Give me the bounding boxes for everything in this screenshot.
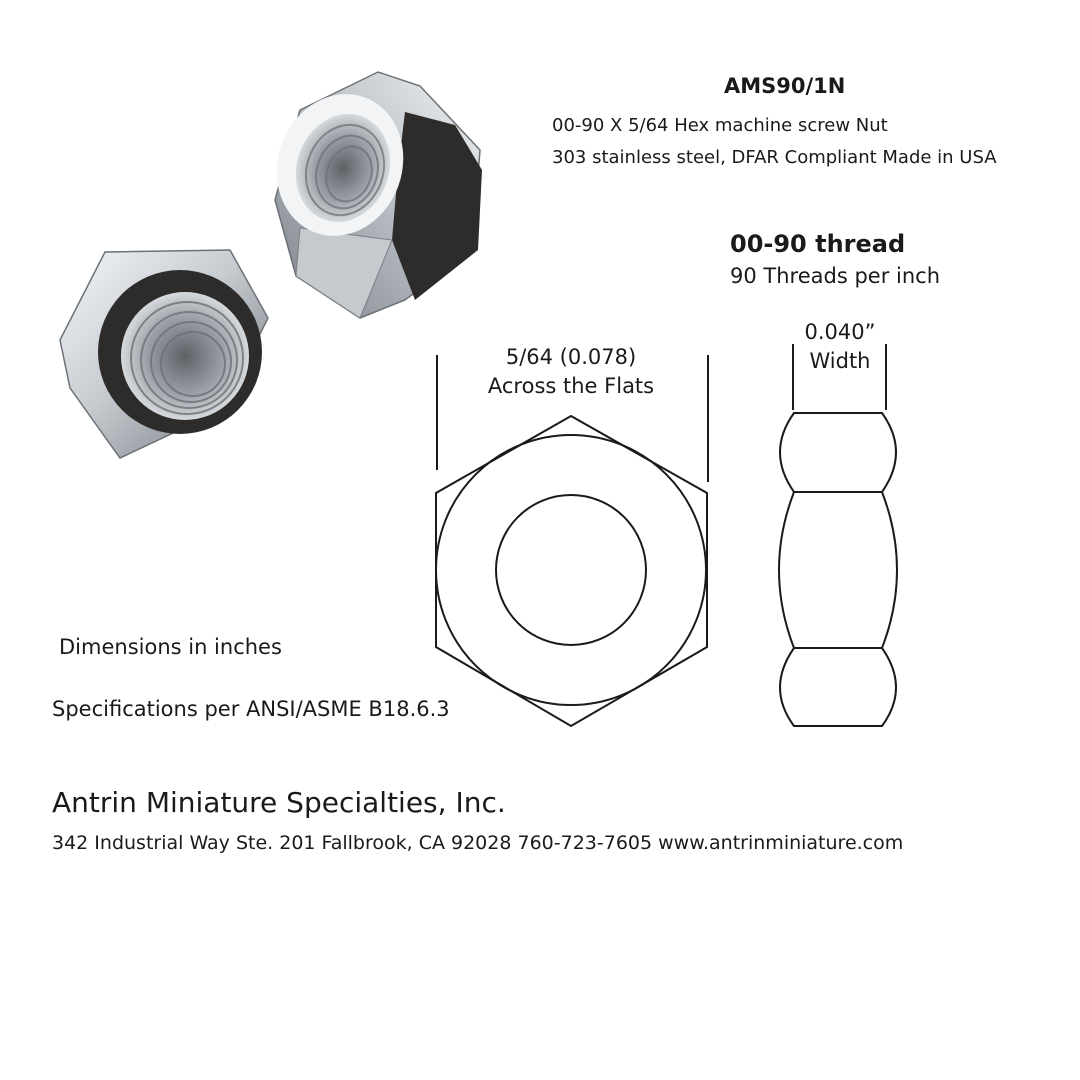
specification-note: Specifications per ANSI/ASME B18.6.3 (52, 697, 450, 721)
width-value: 0.040” (804, 320, 876, 344)
side-outline (779, 413, 897, 726)
product-description: 00-90 X 5/64 Hex machine screw Nut (552, 115, 888, 136)
nut-photo-back (257, 72, 482, 318)
part-number: AMS90/1N (724, 74, 846, 98)
across-flats-value: 5/64 (0.078) (505, 345, 637, 369)
width-label: Width (809, 349, 871, 373)
nut-photo-front (60, 250, 268, 458)
hex-outline (436, 416, 707, 726)
hex-nut-side-view (779, 413, 897, 726)
across-flats-label: Across the Flats (487, 374, 655, 398)
bore-circle (496, 495, 646, 645)
thread-title: 00-90 thread (730, 230, 906, 258)
company-name: Antrin Miniature Specialties, Inc. (52, 786, 506, 819)
material-compliance: 303 stainless steel, DFAR Compliant Made in USA (552, 147, 997, 168)
chamfer-circle (436, 435, 706, 705)
thread-tpi: 90 Threads per inch (730, 264, 940, 288)
hex-nut-front-view (436, 416, 707, 726)
company-address: 342 Industrial Way Ste. 201 Fallbrook, CA 92028 760-723-7605 www.antrinminiature.com (52, 832, 904, 854)
units-note: Dimensions in inches (59, 635, 282, 659)
